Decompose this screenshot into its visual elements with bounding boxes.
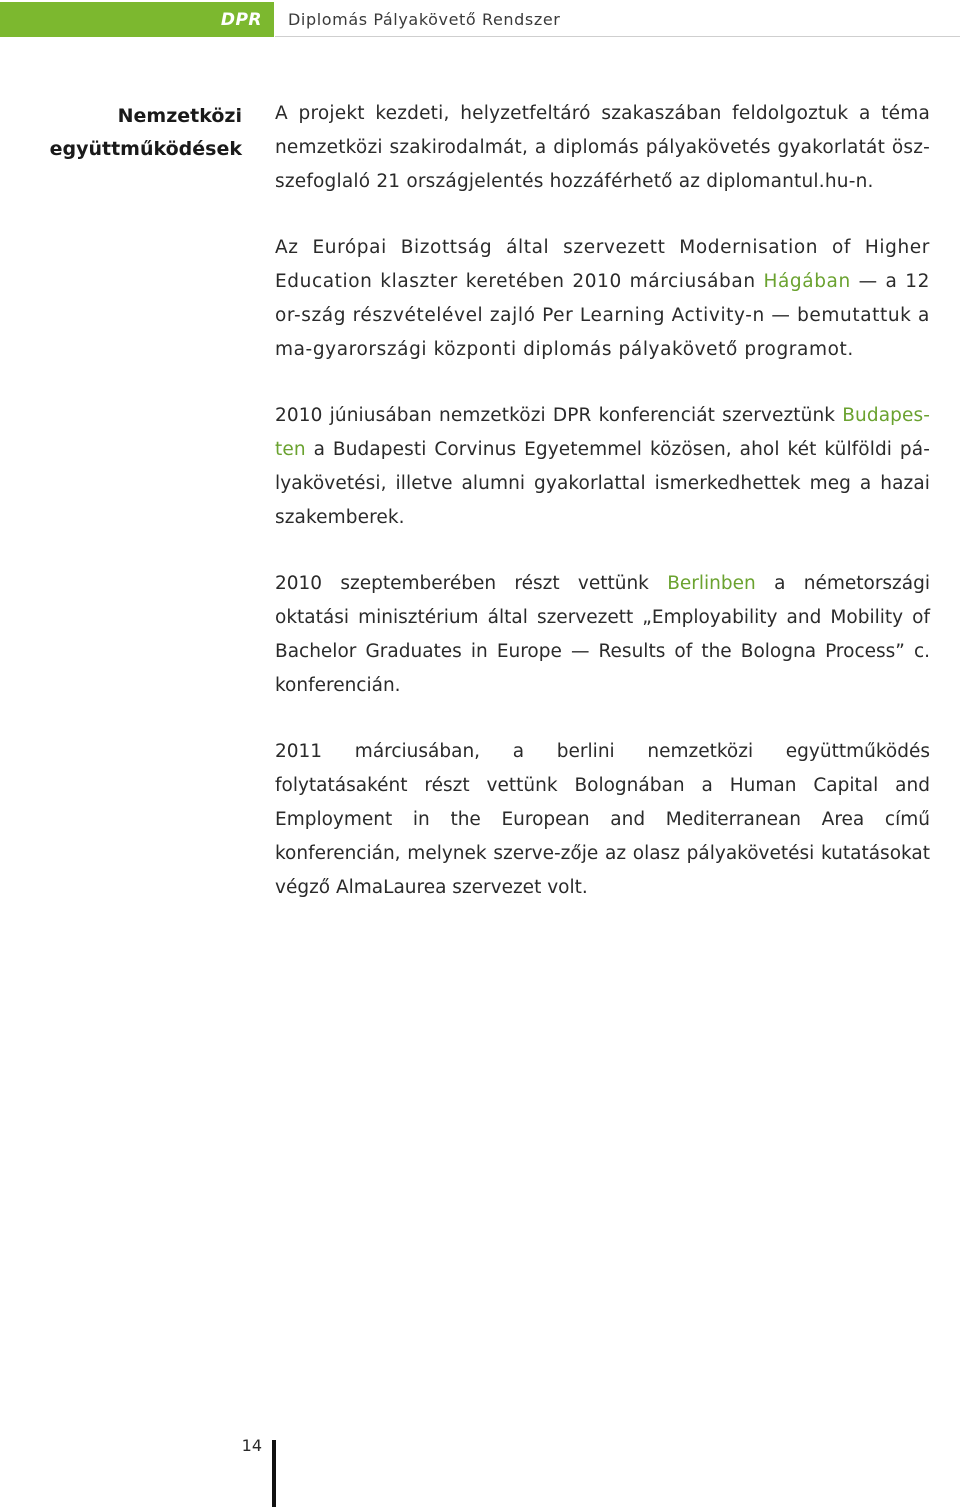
- section-heading-line1: Nemzetközi: [117, 105, 242, 127]
- dpr-logo-box: [0, 2, 274, 37]
- paragraph-berlin-text-a: 2010 szeptemberében részt vettünk: [275, 573, 668, 594]
- paragraph-hague: [275, 231, 930, 367]
- paragraph-bologna: 2011 márciusában, a berlini nemzetközi együttműködés folytatásaként részt vettünk Bolognában a Human Capital and Employment in the European and Mediterranean Area című konferencián, melynek szerve-zője az olasz pályakövetési kutatásokat végző AlmaLaurea szervezet volt.: [275, 741, 930, 898]
- paragraph-budapest-text-b: a Budapesti Corvinus Egyetemmel közösen, ahol két külföldi pá-lyakövetési, illetve alumni gyakorlattal ismerkedhettek meg a hazai szakemberek.: [275, 439, 930, 528]
- highlight-hagaban: Hágában: [763, 271, 851, 292]
- footer-bar: [272, 1440, 276, 1507]
- header-divider: [275, 36, 960, 37]
- dpr-logo: DPR: [220, 10, 262, 30]
- paragraph-budapest-text-a: 2010 júniusában nemzetközi DPR konferenciát szerveztünk: [275, 405, 843, 426]
- paragraph-hague-text-a: Az Európai Bizottság által szervezett Modernisation of Higher Education klaszter keretében 2010 márciusában: [275, 237, 930, 292]
- section-heading-line2: együttműködések: [49, 138, 242, 160]
- section-heading: [30, 100, 242, 166]
- paragraph-intro: A projekt kezdeti, helyzetfeltáró szakaszában feldolgoztuk a téma nemzetközi szakirodalmát, a diplomás pályakövetés gyakorlatát ösz-szefoglaló 21 országjelentés hozzáférhető az diplomantul.hu-n.: [275, 103, 930, 192]
- highlight-berlinben: Berlinben: [667, 573, 756, 594]
- paragraph-berlin: [275, 567, 930, 703]
- paragraph-berlin-text-b: a németországi oktatási minisztérium által szervezett „Employability and Mobility of Bachelor Graduates in Europe — Results of the Bologna Process” c. konferencián.: [275, 573, 930, 696]
- page-header: [0, 0, 960, 38]
- page-number: 14: [241, 1436, 262, 1455]
- header-title: Diplomás Pályakövető Rendszer: [288, 10, 561, 29]
- paragraph-hague-text-b: — a 12 or-szág részvételével zajló Per Learning Activity-n — bemutattuk a ma-gyarországi központi diplomás pályakövető programot.: [275, 271, 930, 360]
- highlight-budapesten: Budapes-ten: [275, 405, 930, 460]
- main-content: [275, 97, 930, 905]
- paragraph-budapest: [275, 399, 930, 535]
